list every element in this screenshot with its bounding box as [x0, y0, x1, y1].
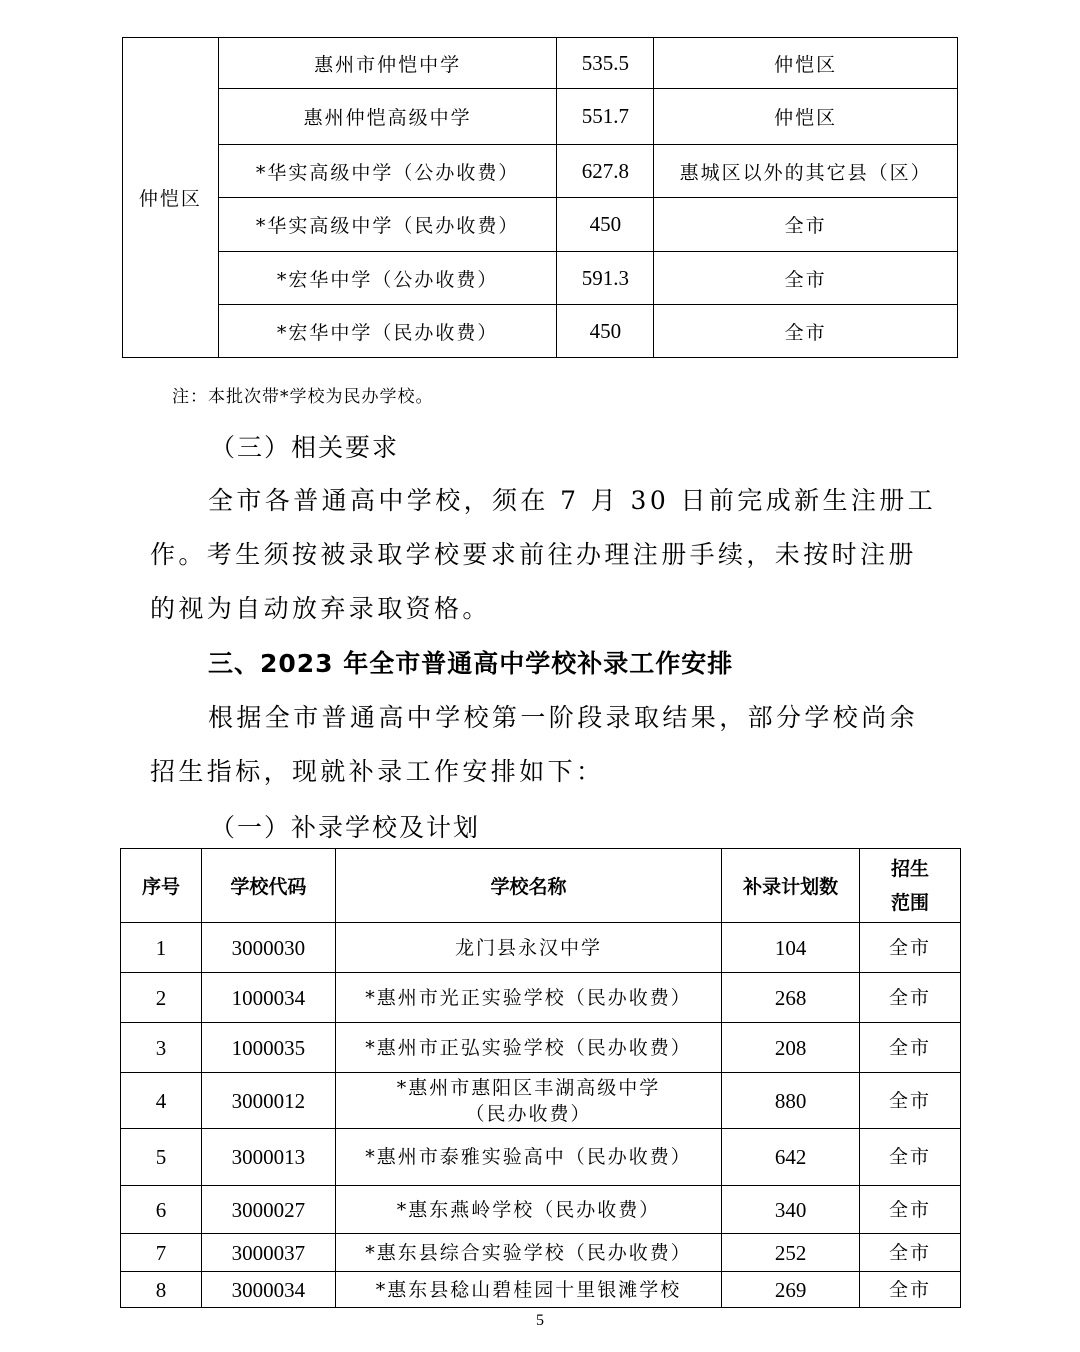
table-row	[123, 38, 958, 89]
score-cell: 450	[557, 198, 654, 252]
score-cell: 551.7	[557, 89, 654, 145]
school-name-cell: *宏华中学（民办收费）	[218, 305, 557, 358]
header-scope	[860, 849, 961, 923]
table-row	[123, 145, 958, 198]
code-cell: 1000035	[201, 1023, 335, 1073]
code-cell: 3000037	[201, 1234, 335, 1272]
section-heading-supplementary: 三、2023 年全市普通高中学校补录工作安排	[208, 649, 734, 678]
seq-cell: 5	[121, 1129, 202, 1186]
table-row	[121, 1234, 961, 1272]
scope-cell: 仲恺区	[654, 38, 958, 89]
code-cell: 1000034	[201, 973, 335, 1023]
name-line2: （民办收费）	[465, 1102, 592, 1125]
scope-cell: 全市	[654, 198, 958, 252]
supplementary-plan-table	[120, 848, 961, 1308]
scope-cell: 全市	[860, 1023, 961, 1073]
table-row	[121, 1073, 961, 1129]
score-cell: 450	[557, 305, 654, 358]
table-row	[121, 1272, 961, 1308]
code-cell: 3000012	[201, 1073, 335, 1129]
school-name-cell: 惠州市仲恺中学	[218, 38, 557, 89]
score-cell: 591.3	[557, 252, 654, 305]
table-row	[123, 252, 958, 305]
score-cell: 535.5	[557, 38, 654, 89]
seq-cell: 7	[121, 1234, 202, 1272]
subsection-title-schools-plan: （一）补录学校及计划	[210, 813, 481, 842]
page-number: 5	[536, 1312, 544, 1329]
header-name: 学校名称	[335, 849, 721, 923]
name-cell: *惠州市正弘实验学校（民办收费）	[335, 1023, 721, 1073]
plan-cell: 252	[722, 1234, 860, 1272]
scope-cell: 全市	[860, 1272, 961, 1308]
scope-cell: 惠城区以外的其它县（区）	[654, 145, 958, 198]
scope-cell: 全市	[860, 1186, 961, 1234]
scope-cell: 全市	[860, 923, 961, 973]
district-cell: 仲恺区	[123, 38, 219, 358]
scope-cell: 全市	[654, 252, 958, 305]
table-row	[121, 1023, 961, 1073]
scope-cell: 全市	[654, 305, 958, 358]
name-cell	[335, 1073, 721, 1129]
scope-cell: 仲恺区	[654, 89, 958, 145]
plan-cell: 268	[722, 973, 860, 1023]
code-cell: 3000013	[201, 1129, 335, 1186]
school-name-cell: *华实高级中学（民办收费）	[218, 198, 557, 252]
header-plan: 补录计划数	[722, 849, 860, 923]
school-name-cell: 惠州仲恺高级中学	[218, 89, 557, 145]
name-line1: *惠州市惠阳区丰湖高级中学	[396, 1076, 661, 1099]
header-scope-line2: 范围	[891, 891, 930, 914]
school-name-cell: *宏华中学（公办收费）	[218, 252, 557, 305]
table-row	[121, 923, 961, 973]
table-row	[123, 89, 958, 145]
seq-cell: 8	[121, 1272, 202, 1308]
code-cell: 3000030	[201, 923, 335, 973]
name-cell: 龙门县永汉中学	[335, 923, 721, 973]
plan-cell: 208	[722, 1023, 860, 1073]
admission-score-table	[122, 37, 958, 358]
code-cell: 3000034	[201, 1272, 335, 1308]
scope-cell: 全市	[860, 1129, 961, 1186]
section-title-requirements: （三）相关要求	[210, 433, 400, 462]
plan-cell: 340	[722, 1186, 860, 1234]
supplementary-intro-paragraph: 根据全市普通高中学校第一阶段录取结果，部分学校尚余招生指标，现就补录工作安排如下：	[150, 703, 919, 786]
score-cell: 627.8	[557, 145, 654, 198]
name-cell: *惠东县稔山碧桂园十里银滩学校	[335, 1272, 721, 1308]
table-row	[123, 198, 958, 252]
name-cell: *惠州市光正实验学校（民办收费）	[335, 973, 721, 1023]
table-row	[121, 1186, 961, 1234]
table-header-row	[121, 849, 961, 923]
seq-cell: 6	[121, 1186, 202, 1234]
header-scope-line1: 招生	[891, 857, 930, 880]
table-row	[121, 1129, 961, 1186]
seq-cell: 1	[121, 923, 202, 973]
header-code: 学校代码	[201, 849, 335, 923]
scope-cell: 全市	[860, 1234, 961, 1272]
plan-cell: 269	[722, 1272, 860, 1308]
scope-cell: 全市	[860, 1073, 961, 1129]
name-cell: *惠州市泰雅实验高中（民办收费）	[335, 1129, 721, 1186]
code-cell: 3000027	[201, 1186, 335, 1234]
seq-cell: 2	[121, 973, 202, 1023]
scope-cell: 全市	[860, 973, 961, 1023]
name-cell: *惠东燕岭学校（民办收费）	[335, 1186, 721, 1234]
header-seq: 序号	[121, 849, 202, 923]
requirements-paragraph: 全市各普通高中学校，须在 7 月 30 日前完成新生注册工作。考生须按被录取学校要求前往办理注册手续，未按时注册的视为自动放弃录取资格。	[150, 486, 937, 623]
school-name-cell: *华实高级中学（公办收费）	[218, 145, 557, 198]
name-cell: *惠东县综合实验学校（民办收费）	[335, 1234, 721, 1272]
plan-cell: 104	[722, 923, 860, 973]
seq-cell: 3	[121, 1023, 202, 1073]
plan-cell: 642	[722, 1129, 860, 1186]
table-note: 注：本批次带*学校为民办学校。	[172, 387, 434, 407]
table-row	[123, 305, 958, 358]
table-row	[121, 973, 961, 1023]
plan-cell: 880	[722, 1073, 860, 1129]
seq-cell: 4	[121, 1073, 202, 1129]
